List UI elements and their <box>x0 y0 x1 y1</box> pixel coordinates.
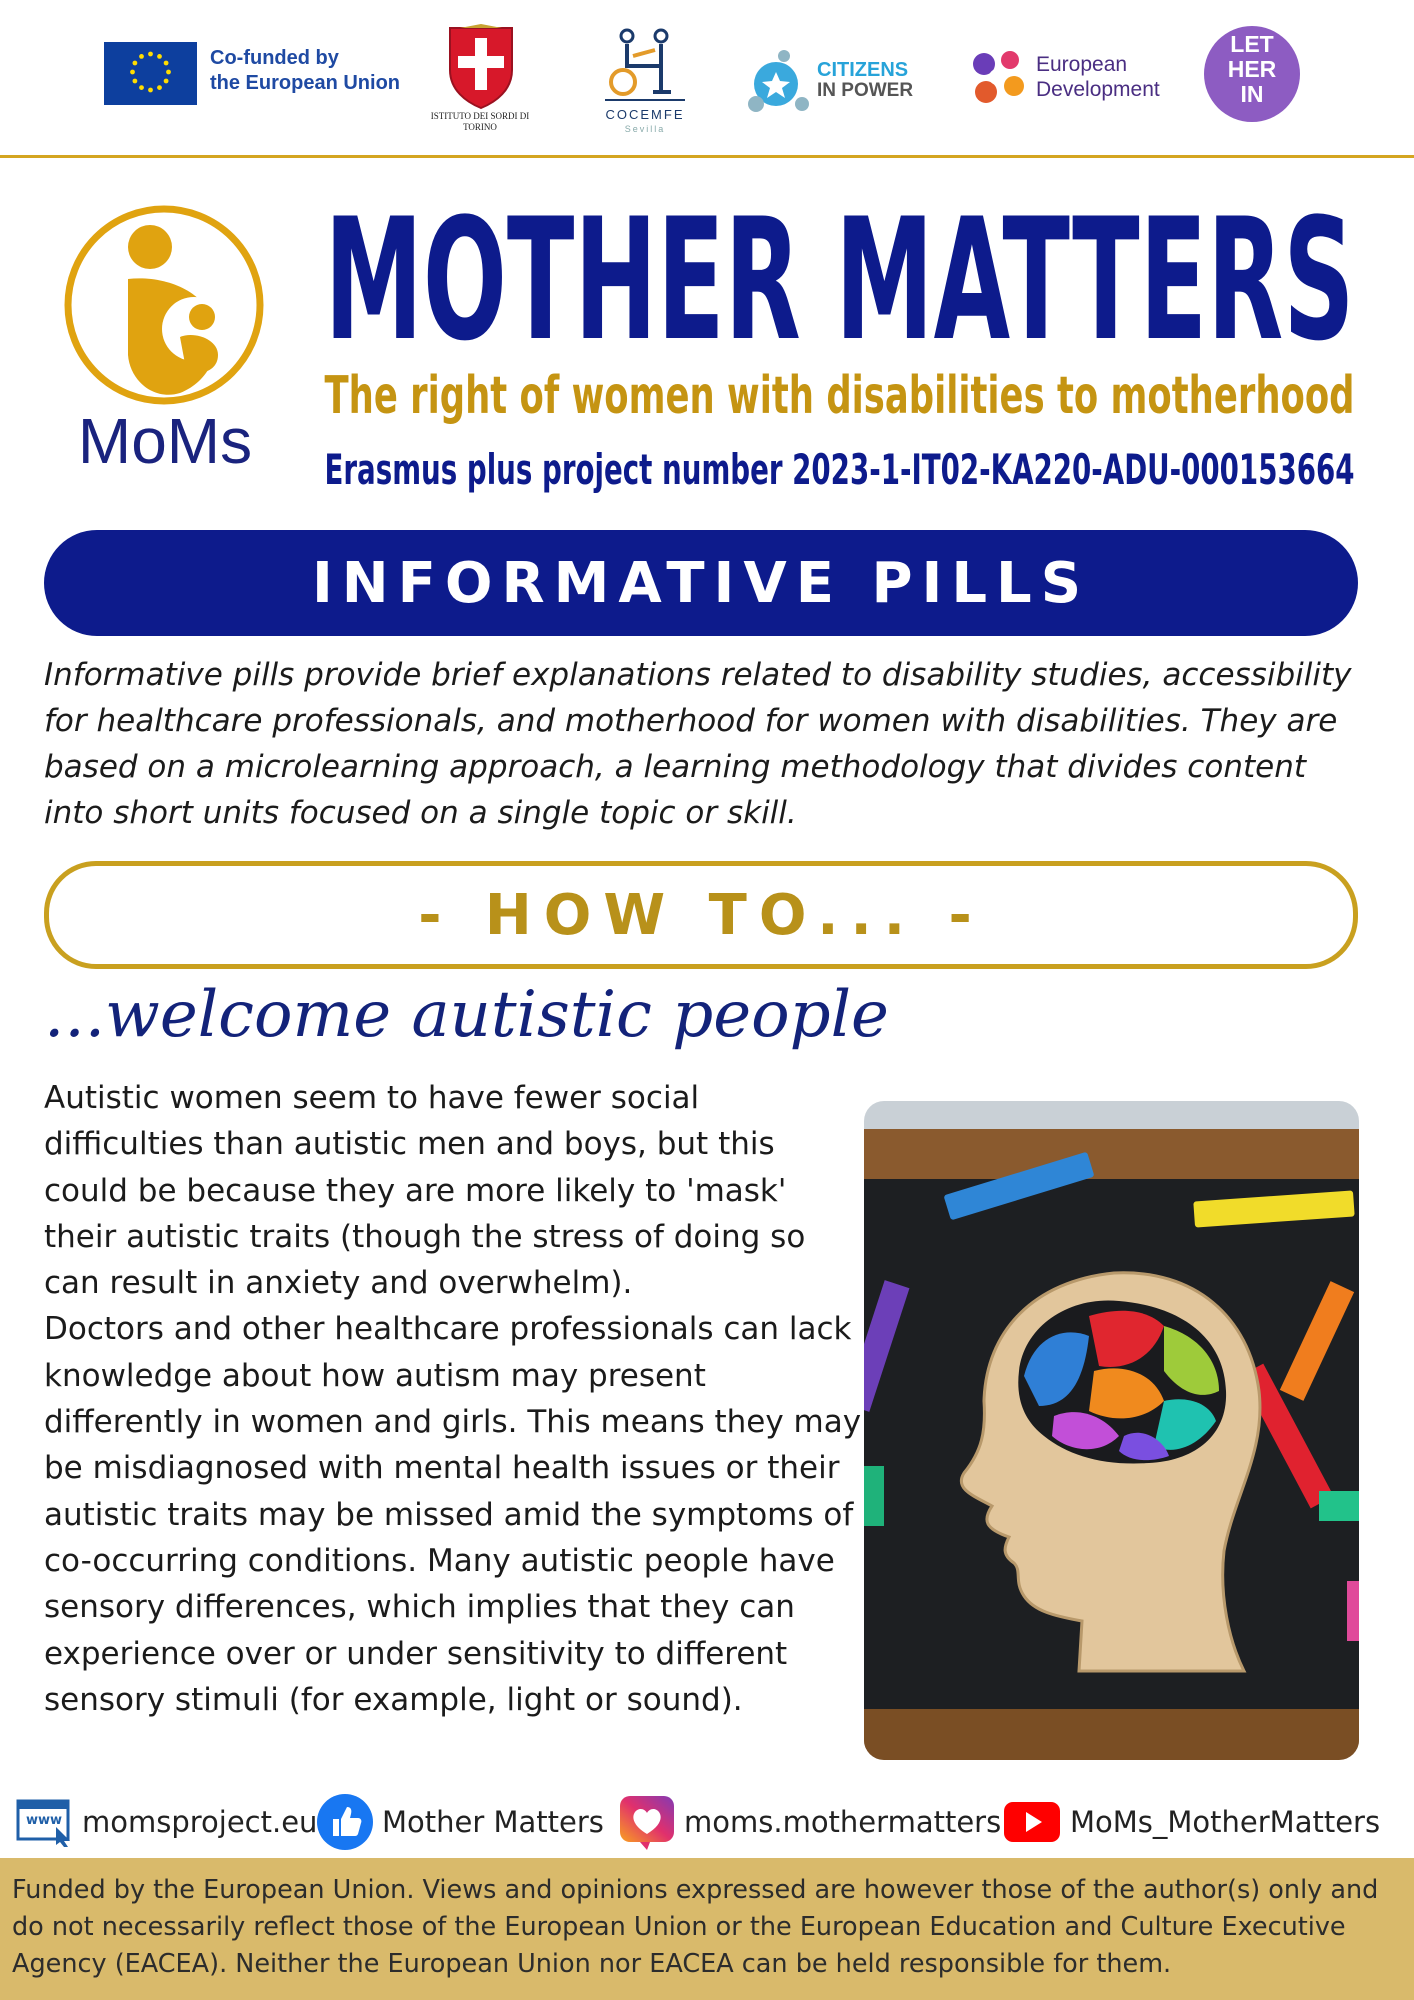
citizens-line2: IN POWER <box>817 80 914 101</box>
eudev-line1: European <box>1036 53 1128 76</box>
lhi-line1: LET <box>1230 31 1274 57</box>
lhi-line3: IN <box>1240 81 1264 107</box>
chalk-brain-head-image <box>864 1101 1359 1760</box>
eu-flag-icon <box>104 42 197 105</box>
body-text <box>44 1075 864 1723</box>
citizens-in-power-icon <box>744 48 814 112</box>
youtube-link[interactable] <box>1002 1794 1380 1850</box>
let-her-in-text <box>1204 32 1300 107</box>
www-icon-label: www <box>25 1813 63 1828</box>
instagram-link[interactable] <box>618 1794 1001 1850</box>
play-icon <box>1002 1800 1062 1844</box>
body-paragraph-2: Doctors and other healthcare professionals can lack knowledge about how autism may present differently in women and girls. This means they may be misdiagnosed with mental health issues or their autistic traits may be missed amid the symptoms of co-occurring conditions. Many autistic people have sensory differences, which implies that they can experience over or under sensitivity to different sensory stimuli (for example, light or sound). <box>44 1311 862 1718</box>
disclaimer-text: Funded by the European Union. Views and opinions expressed are however those of the author(s) only and do not necessarily reflect those of the European Union or the European Education and Culture Executive Agency (EACEA). Neither the European Union nor EACEA can be held responsible for them. <box>12 1875 1379 1979</box>
european-development-label <box>1036 52 1160 102</box>
informative-pills-banner: INFORMATIVE PILLS <box>44 530 1358 636</box>
facebook-link[interactable] <box>316 1794 604 1850</box>
cocemfe-name: COCEMFE <box>605 107 685 122</box>
eu-cofunded-label <box>210 46 400 96</box>
heart-icon <box>618 1794 676 1850</box>
thumbs-up-icon <box>316 1793 374 1851</box>
cocemfe-city: Sevilla <box>624 124 666 134</box>
project-subtitle-text: The right of women with disabilities to motherhood <box>324 368 1355 424</box>
intro-paragraph: Informative pills provide brief explanations related to disability studies, accessibility for healthcare professionals, and motherhood for women with disabilities. They are based on a microlearning approach, a learning methodology that divides content into short units focused on a single topic or skill. <box>44 657 1352 831</box>
project-subtitle <box>322 368 1357 424</box>
eu-label-line1: Co-funded by <box>210 47 339 69</box>
topic-title: ...welcome autistic people <box>44 978 889 1052</box>
body-paragraph-1: Autistic women seem to have fewer social difficulties than autistic men and boys, but this could be because they are more likely to 'mask' their autistic traits (though the stress of doing so can result in anxiety and overwhelm). <box>44 1080 806 1302</box>
project-number-text: Erasmus plus project number 2023-1-IT02-KA220-ADU-000153664 <box>324 445 1355 494</box>
let-her-in-logo <box>1204 26 1300 122</box>
torino-caption: ISTITUTO DEI SORDI DI TORINO <box>430 111 530 132</box>
citizens-line1: CITIZENS <box>817 59 909 81</box>
instagram-label: moms.mothermatters <box>684 1805 1002 1839</box>
eudev-line2: Development <box>1036 78 1160 101</box>
project-title-text: MOTHER MATTERS <box>324 188 1355 358</box>
eu-label-line2: the European Union <box>210 72 400 94</box>
european-development-icon <box>966 46 1028 108</box>
cocemfe-icon <box>605 26 685 102</box>
facebook-label: Mother Matters <box>382 1805 604 1839</box>
website-link[interactable] <box>16 1794 317 1850</box>
youtube-label: MoMs_MotherMatters <box>1070 1805 1381 1839</box>
website-label: momsproject.eu <box>82 1805 318 1839</box>
moms-acronym: MoMs <box>77 405 253 477</box>
torino-shield-icon <box>446 24 516 110</box>
project-title <box>322 188 1357 358</box>
project-number <box>322 444 1357 494</box>
how-to-banner: - HOW TO... - <box>44 861 1358 969</box>
lhi-line2: HER <box>1227 56 1277 82</box>
moms-mother-child-icon <box>62 205 267 405</box>
